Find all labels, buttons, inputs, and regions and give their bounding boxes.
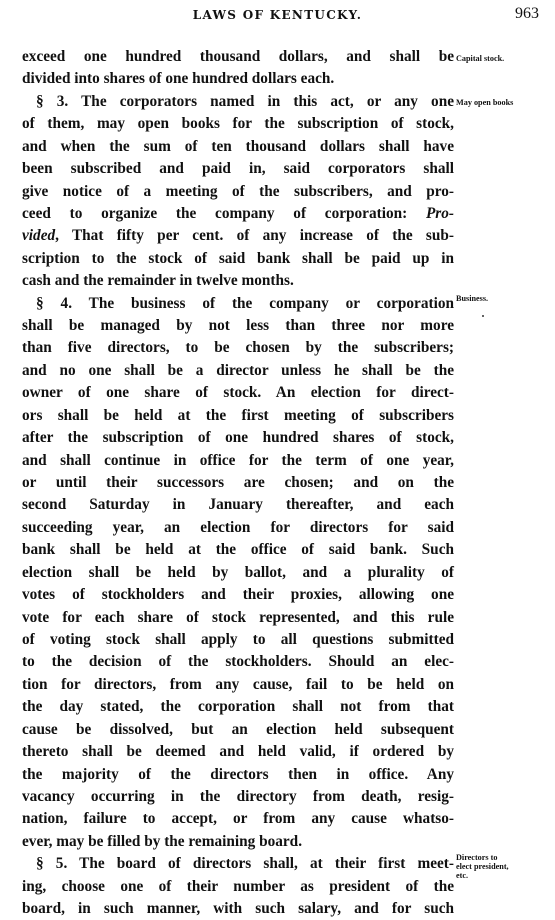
text-line: of them, may open books for the subscription of stock,: [22, 115, 454, 133]
italic-proviso-start: Pro-: [425, 204, 454, 222]
page-header: [0, 0, 555, 34]
text-line: and no one shall be a director unless he shall be the: [22, 361, 454, 379]
text-line: ing, choose one of their number as president of the: [22, 877, 454, 895]
margin-note-directors-line-2: elect president,: [456, 862, 509, 871]
ink-speck: [482, 315, 484, 317]
text-line: and when the sum of ten thousand dollars shall have: [22, 137, 454, 155]
text-line: succeeding year, an election for directors for said: [22, 518, 454, 536]
text-line: shall be managed by not less than three nor more: [22, 317, 454, 335]
text-line: [22, 225, 454, 247]
text-line: of voting stock shall apply to all questions submitted: [22, 630, 454, 648]
text-span: ceed to organize the company of corporation:: [22, 204, 408, 222]
margin-note-capital-stock: Capital stock.: [456, 54, 505, 63]
margin-note-business: Business.: [456, 294, 489, 303]
section-4-start: § 4. The business of the company or corporation: [36, 294, 454, 312]
page-number: 963: [515, 5, 539, 22]
text-line: divided into shares of one hundred dollars each.: [22, 70, 335, 88]
text-line: [22, 203, 454, 225]
text-line: election shall be held by ballot, and a plurality of: [22, 563, 454, 581]
margin-note-may-open-books: May open books: [456, 98, 514, 107]
section-5-start: § 5. The board of directors shall, at their first meet-: [36, 855, 454, 873]
text-line: thereto shall be deemed and held valid, if ordered by: [22, 743, 454, 761]
body-text: [22, 46, 454, 920]
text-line: scription to the stock of said bank shall be paid up in: [22, 249, 454, 267]
margin-note-directors-line-3: etc.: [456, 871, 469, 880]
text-line: ever, may be filled by the remaining board.: [22, 832, 303, 850]
text-line: board, in such manner, with such salary, and for such: [22, 900, 454, 918]
section-3-start: § 3. The corporators named in this act, or any one: [36, 92, 454, 110]
text-line: second Saturday in January thereafter, and each: [22, 496, 454, 514]
text-line: the majority of the directors then in office. Any: [22, 765, 454, 783]
text-line: cause be dissolved, but an election held subsequent: [22, 720, 454, 738]
text-line: after the subscription of one hundred shares of stock,: [22, 429, 454, 447]
margin-note-directors-line-1: Directors to: [456, 853, 498, 862]
text-line: vacancy occurring in the directory from death, resig-: [22, 787, 454, 805]
text-line: tion for directors, from any cause, fail to be held on: [22, 675, 454, 693]
text-line: vote for each share of stock represented, and this rule: [22, 608, 454, 626]
text-line: been subscribed and paid in, said corporators shall: [22, 160, 454, 178]
italic-proviso-end: vided: [22, 227, 56, 245]
text-line: votes of stockholders and their proxies, allowing one: [22, 586, 454, 604]
text-line: bank shall be held at the office of said bank. Such: [22, 541, 454, 559]
text-line: give notice of a meeting of the subscribers, and pro-: [22, 182, 454, 200]
text-line: than five directors, to be chosen by the subscribers;: [22, 339, 454, 357]
text-line: exceed one hundred thousand dollars, and shall be: [22, 48, 454, 65]
text-line: to the decision of the stockholders. Should an elec-: [22, 653, 454, 671]
text-line: cash and the remainder in twelve months.: [22, 272, 294, 290]
running-title: LAWS OF KENTUCKY.: [192, 8, 363, 22]
text-line: or until their successors are chosen; and on the: [22, 474, 454, 492]
text-span: , That fifty per cent. of any increase of the sub-: [55, 227, 454, 245]
text-line: nation, failure to accept, or from any cause whatso-: [22, 810, 454, 828]
text-line: ors shall be held at the first meeting of subscribers: [22, 406, 454, 424]
text-line: owner of one share of stock. An election for direct-: [22, 384, 454, 402]
text-line: the day stated, the corporation shall not from that: [22, 698, 454, 716]
text-line: and shall continue in office for the term of one year,: [22, 451, 454, 469]
